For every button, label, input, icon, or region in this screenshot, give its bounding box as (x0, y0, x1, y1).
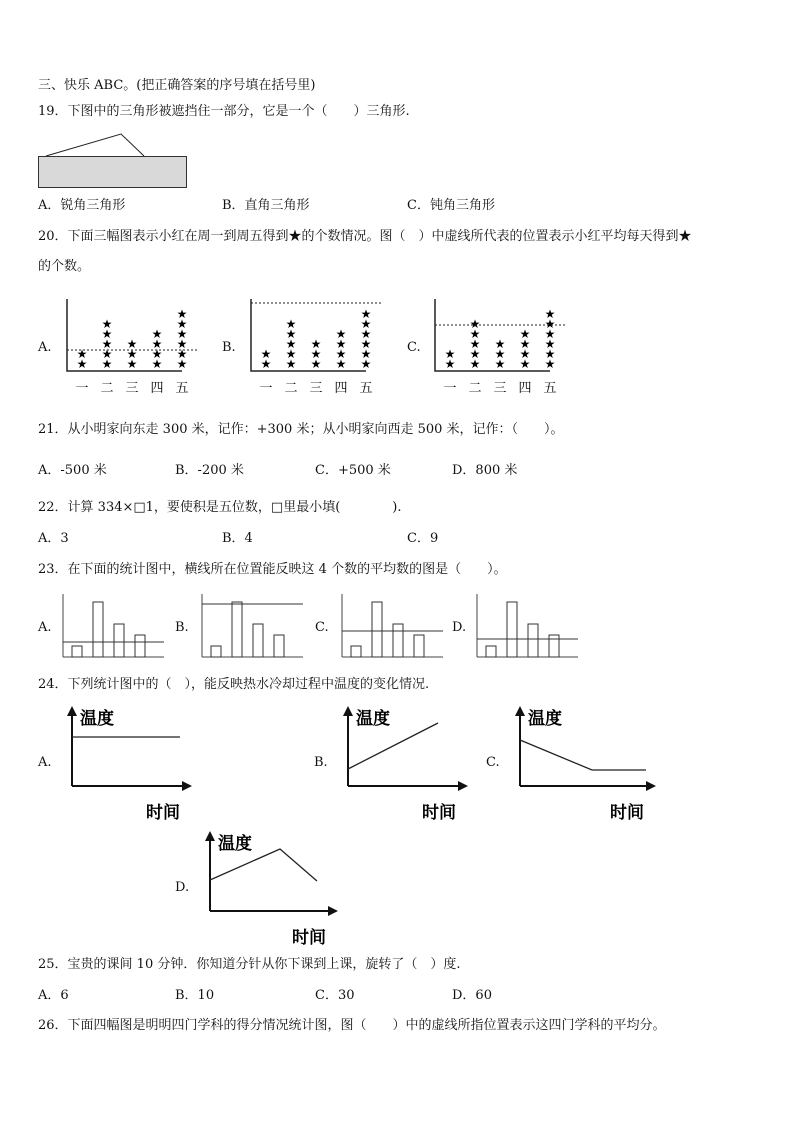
star-mark: ★ (544, 307, 556, 321)
star-mark: ★ (544, 337, 556, 351)
bar (351, 646, 361, 657)
star-mark: ★ (335, 357, 347, 371)
q23-label-b[interactable]: B. (175, 620, 189, 635)
star-mark: ★ (494, 357, 506, 371)
x-axis-arrow (328, 906, 338, 916)
star-mark: ★ (151, 337, 163, 351)
x-axis-label: 时间 (146, 803, 180, 823)
q23-label-d[interactable]: D. (452, 620, 467, 635)
q20-label-c[interactable]: C. (407, 340, 421, 355)
star-mark: ★ (494, 337, 506, 351)
star-mark: ★ (469, 347, 481, 361)
star-mark: ★ (285, 337, 297, 351)
q23-label-a[interactable]: A. (38, 620, 52, 635)
star-mark: ★ (101, 317, 113, 331)
q19-option-b[interactable]: B．直角三角形 (222, 198, 310, 213)
q21-option-b[interactable]: B．-200 米 (175, 463, 244, 478)
y-axis-label: 温度 (528, 709, 562, 729)
star-mark: ★ (544, 327, 556, 341)
bar (232, 602, 242, 657)
star-mark: ★ (285, 357, 297, 371)
star-mark: ★ (544, 357, 556, 371)
bar (372, 602, 382, 657)
q22-option-b[interactable]: B．4 (222, 531, 253, 546)
star-mark: ★ (519, 337, 531, 351)
q20-label-a[interactable]: A. (38, 340, 52, 355)
star-mark: ★ (176, 307, 188, 321)
star-mark: ★ (126, 337, 138, 351)
star-mark: ★ (335, 347, 347, 361)
y-axis-arrow (515, 706, 525, 716)
q24-label-d[interactable]: D. (175, 880, 190, 895)
q24-chart-a[interactable] (62, 704, 194, 826)
star-mark: ★ (494, 347, 506, 361)
star-mark: ★ (151, 327, 163, 341)
star-mark: ★ (519, 357, 531, 371)
star-mark: ★ (285, 317, 297, 331)
star-mark: ★ (544, 317, 556, 331)
star-mark: ★ (285, 327, 297, 341)
q20-chart-a[interactable] (66, 297, 206, 397)
q24-chart-c[interactable] (510, 704, 658, 826)
bar (274, 635, 284, 657)
q20-line2: 的个数。 (38, 259, 91, 274)
q20-chart-c[interactable] (434, 297, 574, 397)
star-mark: ★ (101, 337, 113, 351)
q24-label-b[interactable]: B. (314, 755, 328, 770)
day-label: 三 (125, 381, 139, 396)
star-mark: ★ (519, 347, 531, 361)
q21-text: 21．从小明家向东走 300 米，记作：+300 米；从小明家向西走 500 米，记作：（ ）。 (38, 422, 564, 437)
star-mark: ★ (176, 347, 188, 361)
section-title: 三、快乐 ABC。(把正确答案的序号填在括号里) (38, 78, 316, 93)
day-label: 四 (334, 381, 348, 396)
star-mark: ★ (126, 357, 138, 371)
q22-text: 22．计算 334×□1，要使积是五位数，□里最小填( ). (38, 500, 402, 515)
star-mark: ★ (101, 327, 113, 341)
star-mark: ★ (76, 347, 88, 361)
q19-figure (38, 132, 188, 190)
star-mark: ★ (335, 337, 347, 351)
x-axis-label: 时间 (292, 928, 326, 948)
q23-chart-c[interactable] (341, 594, 445, 660)
bar (549, 635, 559, 657)
q24-label-a[interactable]: A. (38, 755, 52, 770)
day-label: 五 (175, 381, 189, 396)
star-mark: ★ (335, 327, 347, 341)
y-axis-label: 温度 (356, 709, 390, 729)
day-label: 二 (284, 381, 298, 396)
x-axis-arrow (458, 781, 468, 791)
star-mark: ★ (76, 357, 88, 371)
y-axis-arrow (343, 706, 353, 716)
day-label: 五 (543, 381, 557, 396)
star-mark: ★ (360, 337, 372, 351)
q19-text: 19．下图中的三角形被遮挡住一部分，它是一个（ ）三角形. (38, 104, 410, 119)
star-mark: ★ (101, 357, 113, 371)
star-mark: ★ (101, 347, 113, 361)
q25-option-c[interactable]: C．30 (315, 988, 355, 1003)
q24-chart-b[interactable] (338, 704, 470, 826)
x-axis-arrow (182, 781, 192, 791)
q20-line1: 20．下面三幅图表示小红在周一到周五得到★的个数情况。图（ ）中虚线所代表的位置表示小红平均每天得到★ (38, 229, 692, 244)
x-axis-arrow (646, 781, 656, 791)
q23-text: 23．在下面的统计图中，横线所在位置能反映这 4 个数的平均数的图是（ ）。 (38, 562, 507, 577)
star-mark: ★ (151, 357, 163, 371)
star-mark: ★ (310, 337, 322, 351)
q23-chart-a[interactable] (62, 594, 166, 660)
star-mark: ★ (360, 347, 372, 361)
star-mark: ★ (469, 357, 481, 371)
q25-option-d[interactable]: D．60 (452, 988, 492, 1003)
y-axis-arrow (67, 706, 77, 716)
q24-label-c[interactable]: C. (486, 755, 500, 770)
q26-text: 26．下面四幅图是明明四门学科的得分情况统计图，图（ ）中的虚线所指位置表示这四门学科的平均分。 (38, 1018, 666, 1033)
star-mark: ★ (360, 307, 372, 321)
q19-option-c[interactable]: C．钝角三角形 (407, 198, 495, 213)
bar (507, 602, 517, 657)
q23-label-c[interactable]: C. (315, 620, 329, 635)
star-mark: ★ (444, 357, 456, 371)
q21-option-a[interactable]: A．-500 米 (38, 463, 107, 478)
star-mark: ★ (260, 347, 272, 361)
q22-option-a[interactable]: A．3 (38, 531, 69, 546)
bar (135, 635, 145, 657)
star-mark: ★ (176, 317, 188, 331)
star-mark: ★ (176, 357, 188, 371)
temperature-line (348, 723, 438, 769)
bar (486, 646, 496, 657)
bar (253, 624, 263, 657)
star-mark: ★ (469, 337, 481, 351)
day-label: 一 (75, 381, 89, 396)
day-label: 一 (259, 381, 273, 396)
star-mark: ★ (444, 347, 456, 361)
q25-option-b[interactable]: B．10 (175, 988, 215, 1003)
q20-label-b[interactable]: B. (222, 340, 236, 355)
q23-chart-d[interactable] (476, 594, 580, 660)
star-mark: ★ (310, 357, 322, 371)
bar (93, 602, 103, 657)
star-mark: ★ (285, 347, 297, 361)
q22-option-c[interactable]: C．9 (407, 531, 439, 546)
x-axis-label: 时间 (610, 803, 644, 823)
star-mark: ★ (360, 357, 372, 371)
x-axis-label: 时间 (422, 803, 456, 823)
star-mark: ★ (176, 327, 188, 341)
temperature-line (520, 740, 646, 770)
star-mark: ★ (360, 317, 372, 331)
q25-text: 25．宝贵的课间 10 分钟．你知道分针从你下课到上课，旋转了（ ）度. (38, 957, 461, 972)
star-mark: ★ (469, 317, 481, 331)
bar (72, 646, 82, 657)
bar (211, 646, 221, 657)
star-mark: ★ (176, 337, 188, 351)
q21-option-c[interactable]: C．+500 米 (315, 463, 391, 478)
star-mark: ★ (310, 347, 322, 361)
day-label: 五 (359, 381, 373, 396)
y-axis-arrow (205, 831, 215, 841)
day-label: 四 (150, 381, 164, 396)
day-label: 三 (309, 381, 323, 396)
star-mark: ★ (126, 347, 138, 361)
day-label: 三 (493, 381, 507, 396)
star-mark: ★ (544, 347, 556, 361)
star-mark: ★ (151, 347, 163, 361)
q21-option-d[interactable]: D．800 米 (452, 463, 518, 478)
star-mark: ★ (469, 327, 481, 341)
y-axis-label: 温度 (218, 834, 252, 854)
bar (528, 624, 538, 657)
q24-chart-d[interactable] (200, 829, 340, 951)
q20-chart-b[interactable] (250, 297, 390, 397)
star-mark: ★ (360, 327, 372, 341)
q19-option-a[interactable]: A．锐角三角形 (38, 198, 126, 213)
bar (114, 624, 124, 657)
star-mark: ★ (519, 327, 531, 341)
q24-text: 24．下列统计图中的（ ），能反映热水冷却过程中温度的变化情况. (38, 677, 430, 692)
day-label: 二 (100, 381, 114, 396)
q25-option-a[interactable]: A．6 (38, 988, 69, 1003)
day-label: 一 (443, 381, 457, 396)
q23-chart-b[interactable] (201, 594, 305, 660)
bar (393, 624, 403, 657)
day-label: 四 (518, 381, 532, 396)
star-mark: ★ (260, 357, 272, 371)
bar (414, 635, 424, 657)
y-axis-label: 温度 (80, 709, 114, 729)
day-label: 二 (468, 381, 482, 396)
